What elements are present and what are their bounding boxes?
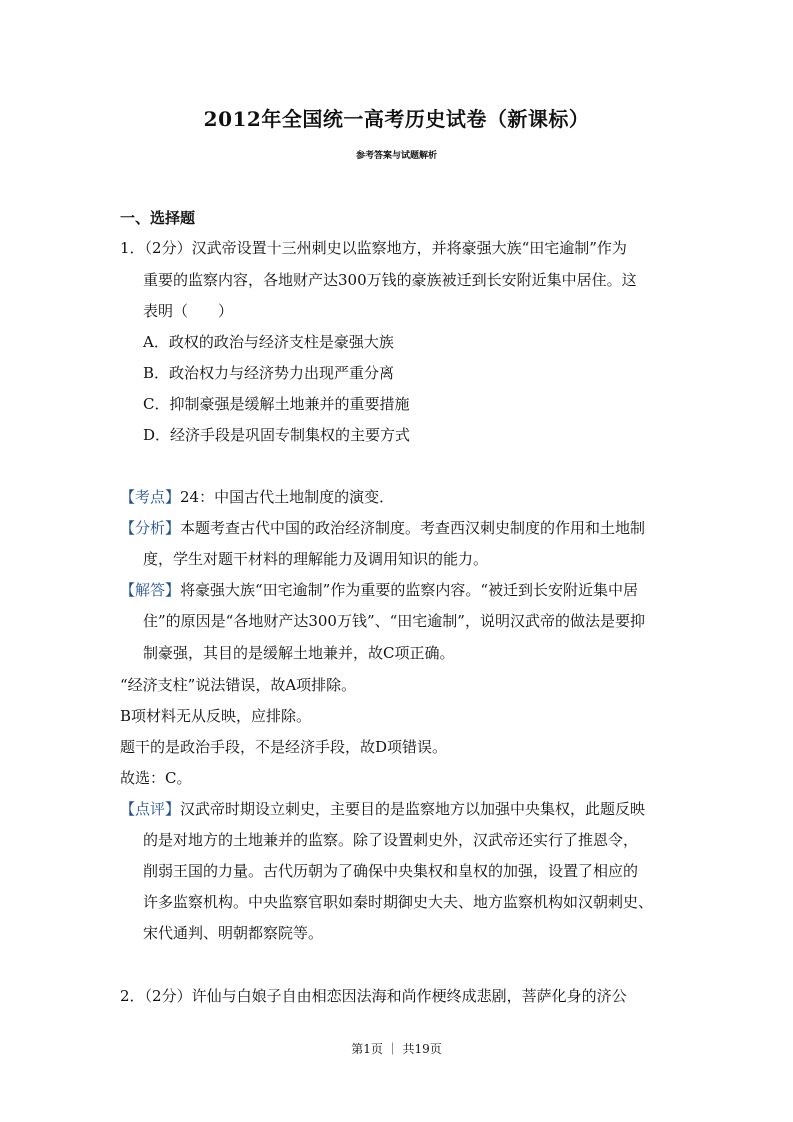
kaodian-text: 24：中国古代土地制度的演变． bbox=[180, 488, 395, 506]
dianping-tag: 【点评】 bbox=[120, 800, 181, 818]
jieda-line-1 bbox=[120, 580, 638, 600]
dianping-line-5: 宋代通判、明朝都察院等。 bbox=[143, 924, 324, 942]
explain-line-1: “经济支柱”说法错误，故A项排除。 bbox=[120, 676, 357, 694]
q2-stem-line-1: 2．（2分）许仙与白娘子自由相恋因法海和尚作梗终成悲剧，菩萨化身的济公 bbox=[120, 987, 627, 1005]
jieda-tag: 【解答】 bbox=[120, 581, 181, 599]
q1-option-d: D．经济手段是巩固专制集权的主要方式 bbox=[143, 426, 411, 444]
dianping-line-1 bbox=[120, 799, 645, 819]
answer-line: 故选：C。 bbox=[120, 769, 192, 787]
kaodian-tag: 【考点】 bbox=[120, 488, 181, 506]
dianping-line-3: 削弱王国的力量。古代历朝为了确保中央集权和皇权的加强，设置了相应的 bbox=[143, 862, 639, 880]
section-title: 一、选择题 bbox=[120, 209, 196, 227]
jieda-line-3: 制豪强，其目的是缓解土地兼并，故C项正确。 bbox=[143, 644, 455, 662]
fenxi-line-1 bbox=[120, 518, 645, 538]
q1-stem-line-1: 1．（2分）汉武帝设置十三州刺史以监察地方，并将豪强大族“田宅逾制”作为 bbox=[120, 239, 627, 257]
page-title: 2012年全国统一高考历史试卷（新课标） bbox=[203, 107, 590, 131]
fenxi-text-1: 本题考查古代中国的政治经济制度。考查西汉刺史制度的作用和土地制 bbox=[180, 519, 646, 537]
jieda-text-1: 将豪强大族“田宅逾制”作为重要的监察内容。“被迁到长安附近集中居 bbox=[180, 581, 639, 599]
dianping-line-4: 许多监察机构。中央监察官职如秦时期御史大夫、地方监察机构如汉朝刺史、 bbox=[143, 893, 654, 911]
explain-line-2: B项材料无从反映，应排除。 bbox=[120, 707, 312, 725]
q1-option-a: A．政权的政治与经济支柱是豪强大族 bbox=[143, 333, 394, 351]
jieda-line-2: 住”的原因是“各地财产达300万钱”、“田宅逾制”，说明汉武帝的做法是要抑 bbox=[143, 612, 645, 630]
fenxi-tag: 【分析】 bbox=[120, 519, 181, 537]
q1-stem-line-3: 表明（ ） bbox=[143, 302, 234, 320]
fenxi-line-2: 度，学生对题干材料的理解能力及调用知识的能力。 bbox=[143, 550, 489, 568]
dianping-line-2: 的是对地方的土地兼并的监察。除了设置刺史外，汉武帝还实行了推恩令， bbox=[143, 831, 639, 849]
q1-option-c: C．抑制豪强是缓解土地兼并的重要措施 bbox=[143, 395, 410, 413]
q1-stem-line-2: 重要的监察内容，各地财产达300万钱的豪族被迁到长安附近集中居住。这 bbox=[143, 271, 637, 289]
kaodian-line bbox=[120, 487, 394, 507]
explain-line-3: 题干的是政治手段，不是经济手段，故D项错误。 bbox=[120, 738, 448, 756]
page-footer: 第1页 ｜ 共19页 bbox=[351, 1042, 442, 1056]
page-subtitle: 参考答案与试题解析 bbox=[355, 151, 437, 161]
q1-option-b: B．政治权力与经济势力出现严重分离 bbox=[143, 364, 395, 382]
dianping-text-1: 汉武帝时期设立刺史，主要目的是监察地方以加强中央集权，此题反映 bbox=[180, 800, 646, 818]
